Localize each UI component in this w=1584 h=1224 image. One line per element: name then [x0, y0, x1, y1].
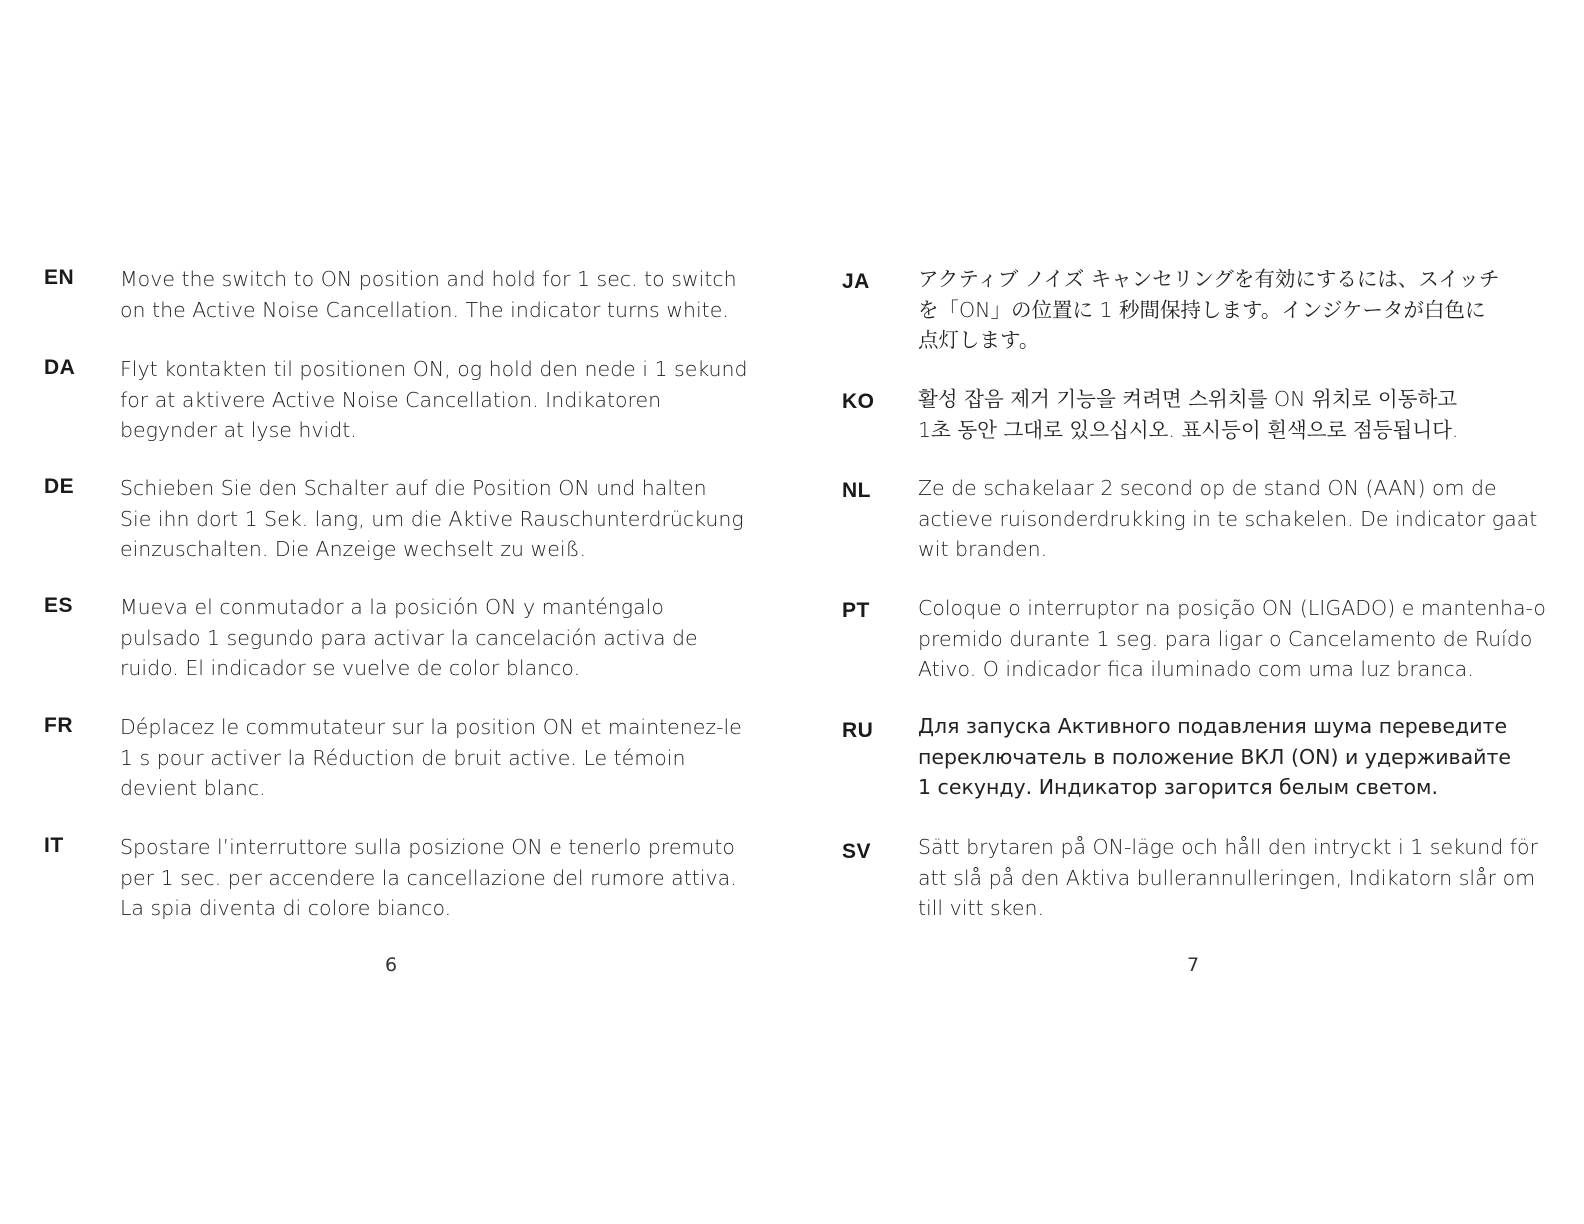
language-text: 활성 잡음 제거 기능을 켜려면 스위치를 ON 위치로 이동하고 1초 동안 그대로 있으십시오. 표시등이 흰색으로 점등됩니다. [918, 387, 1459, 442]
language-text: Для запуска Активного подавления шума переведите переключатель в положение ВКЛ (ON) и удерживайте 1 секунду. Индикатор загорится белым светом. [918, 714, 1512, 799]
language-code: SV [842, 840, 872, 863]
language-text: Schieben Sie den Schalter auf die Position ON und halten Sie ihn dort 1 Sek. lang, um die Aktive Rauschunterdrückung einzuschalten. Die Anzeige wechselt zu weiß. [120, 476, 744, 561]
page-number: 6 [385, 954, 398, 976]
language-text: Move the switch to ON position and hold for 1 sec. to switch on the Active Noise Cancellation. The indicator turns white. [120, 267, 737, 322]
language-text: Flyt kontakten til positionen ON, og hold den nede i 1 sekund for at aktivere Active Noise Cancellation. Indikatoren begynder at lyse hvidt. [120, 357, 748, 442]
language-text: Mueva el conmutador a la posición ON y manténgalo pulsado 1 segundo para activar la cancelación activa de ruido. El indicador se vuelve de color blanco. [120, 595, 698, 680]
page-number: 7 [1187, 954, 1200, 976]
language-text: Spostare l’interruttore sulla posizione ON e tenerlo premuto per 1 sec. per accendere la cancellazione del rumore attiva. La spia diventa di colore bianco. [120, 835, 737, 920]
language-text: アクティブ ノイズ キャンセリングを有効にするには、スイッチ を「ON」の位置に 1 秒間保持します。インジケータが白色に 点灯します。 [918, 267, 1500, 352]
language-code: ES [44, 594, 74, 617]
language-text: Déplacez le commutateur sur la position ON et maintenez-le 1 s pour activer la Réduction de bruit active. Le témoin devient blanc. [120, 715, 742, 800]
language-text: Sätt brytaren på ON-läge och håll den intryckt i 1 sekund för att slå på den Aktiva bullerannulleringen, Indikatorn slår om till vitt sken. [918, 835, 1538, 920]
right-page [792, 0, 1584, 1224]
language-text: Ze de schakelaar 2 second op de stand ON (AAN) om de actieve ruisonderdrukking in te schakelen. De indicator gaat wit branden. [918, 476, 1538, 561]
language-code: DE [44, 475, 75, 498]
language-code: RU [842, 719, 874, 742]
language-code: JA [842, 270, 870, 293]
language-code: EN [44, 266, 75, 289]
language-code: NL [842, 479, 871, 502]
language-code: IT [44, 834, 64, 857]
language-code: PT [842, 599, 870, 622]
language-text: Coloque o interruptor na posição ON (LIGADO) e mantenha-o premido durante 1 seg. para ligar o Cancelamento de Ruído Ativo. O indicador fica iluminado com uma luz branca. [918, 596, 1546, 681]
language-code: KO [842, 390, 875, 413]
language-code: FR [44, 714, 73, 737]
language-code: DA [44, 356, 76, 379]
